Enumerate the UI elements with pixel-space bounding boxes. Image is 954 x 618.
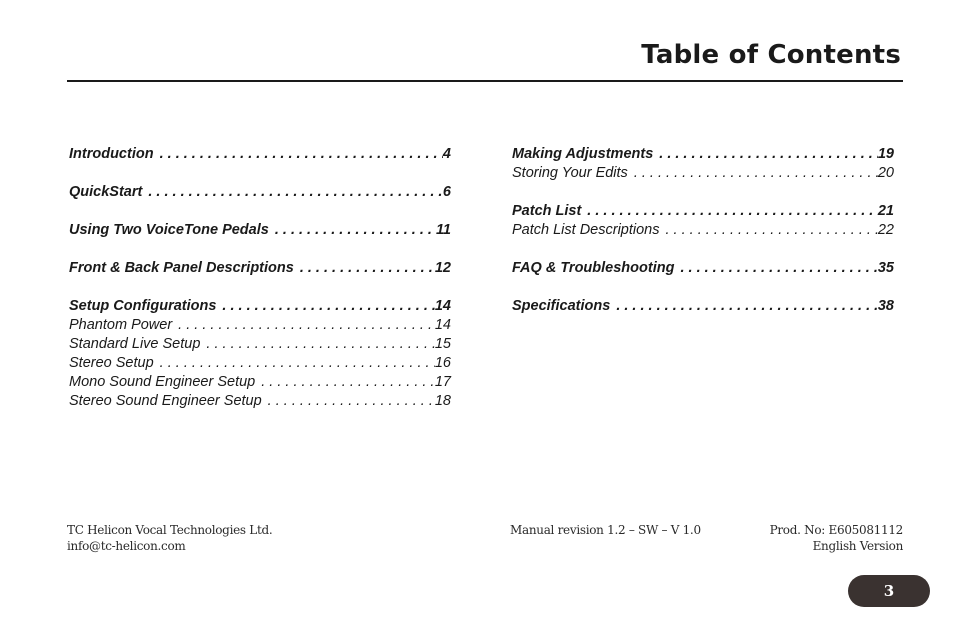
page-title: Table of Contents [641,40,901,70]
toc-entry-title: Phantom Power [69,317,173,333]
toc-subentry[interactable] [69,316,451,335]
toc-entry[interactable] [512,259,894,278]
dot-leader [610,297,878,316]
toc-section [512,297,894,316]
dot-leader [172,316,435,335]
toc-section [512,145,894,183]
footer-prod-no: Prod. No: E605081112 [769,523,903,537]
toc-entry-title: Setup Configurations [69,298,217,314]
toc-entry-page: 20 [877,165,894,181]
toc-section [512,202,894,240]
toc-entry-page: 4 [442,146,451,162]
dot-leader [269,221,436,240]
toc-entry-page: 35 [877,260,894,276]
toc-entry[interactable] [69,145,451,164]
toc-section [69,221,451,240]
dot-leader [294,259,435,278]
toc-entry-page: 21 [877,203,894,219]
toc-entry-page: 11 [435,222,451,238]
toc-left-column [69,145,451,430]
toc-entry-title: Specifications [512,298,611,314]
toc-entry-page: 12 [434,260,451,276]
dot-leader [216,297,434,316]
toc-entry-title: QuickStart [69,184,143,200]
toc-entry[interactable] [69,259,451,278]
toc-entry-page: 19 [877,146,894,162]
dot-leader [581,202,878,221]
page-number: 3 [883,582,895,600]
dot-leader [154,354,435,373]
dot-leader [255,373,435,392]
toc-section [69,183,451,202]
toc-right-column [512,145,894,335]
toc-entry-page: 14 [434,317,451,333]
toc-subentry[interactable] [512,164,894,183]
toc-entry-page: 38 [877,298,894,314]
toc-entry[interactable] [69,297,451,316]
toc-entry[interactable] [512,145,894,164]
toc-section [512,259,894,278]
toc-entry[interactable] [512,202,894,221]
dot-leader [154,145,443,164]
toc-entry-title: Introduction [69,146,154,162]
footer-company: TC Helicon Vocal Technologies Ltd. [67,523,273,537]
dot-leader [659,221,877,240]
toc-entry-page: 6 [442,184,451,200]
toc-subentry[interactable] [69,335,451,354]
toc-subentry[interactable] [69,354,451,373]
toc-entry-title: Storing Your Edits [512,165,628,181]
toc-entry[interactable] [69,183,451,202]
toc-entry-title: Making Adjustments [512,146,654,162]
footer-revision: Manual revision 1.2 – SW – V 1.0 [510,523,701,537]
toc-entry[interactable] [512,297,894,316]
toc-entry-page: 17 [434,374,451,390]
footer-product-block [770,522,903,554]
toc-entry[interactable] [69,221,451,240]
footer-revision-block [510,522,701,538]
dot-leader [628,164,878,183]
toc-section [69,259,451,278]
toc-entry-page: 15 [434,336,451,352]
dot-leader [200,335,434,354]
toc-entry-title: FAQ & Troubleshooting [512,260,675,276]
toc-entry-page: 16 [434,355,451,371]
toc-section [69,145,451,164]
toc-entry-title: Stereo Setup [69,355,154,371]
toc-entry-page: 22 [877,222,894,238]
toc-entry-title: Standard Live Setup [69,336,201,352]
dot-leader [262,392,435,411]
page-number-badge [848,575,930,607]
toc-entry-title: Patch List [512,203,582,219]
footer-company-block [67,522,272,554]
toc-entry-title: Stereo Sound Engineer Setup [69,393,262,409]
dot-leader [674,259,877,278]
title-divider [67,80,903,82]
toc-subentry[interactable] [69,392,451,411]
toc-entry-title: Mono Sound Engineer Setup [69,374,256,390]
toc-entry-page: 14 [434,298,451,314]
toc-subentry[interactable] [69,373,451,392]
toc-entry-title: Using Two VoiceTone Pedals [69,222,269,238]
toc-subentry[interactable] [512,221,894,240]
toc-entry-page: 18 [434,393,451,409]
toc-section [69,297,451,411]
dot-leader [142,183,443,202]
toc-entry-title: Patch List Descriptions [512,222,660,238]
footer-email: info@tc-helicon.com [67,539,186,553]
toc-entry-title: Front & Back Panel Descriptions [69,260,294,276]
dot-leader [653,145,878,164]
footer-version: English Version [812,539,903,553]
